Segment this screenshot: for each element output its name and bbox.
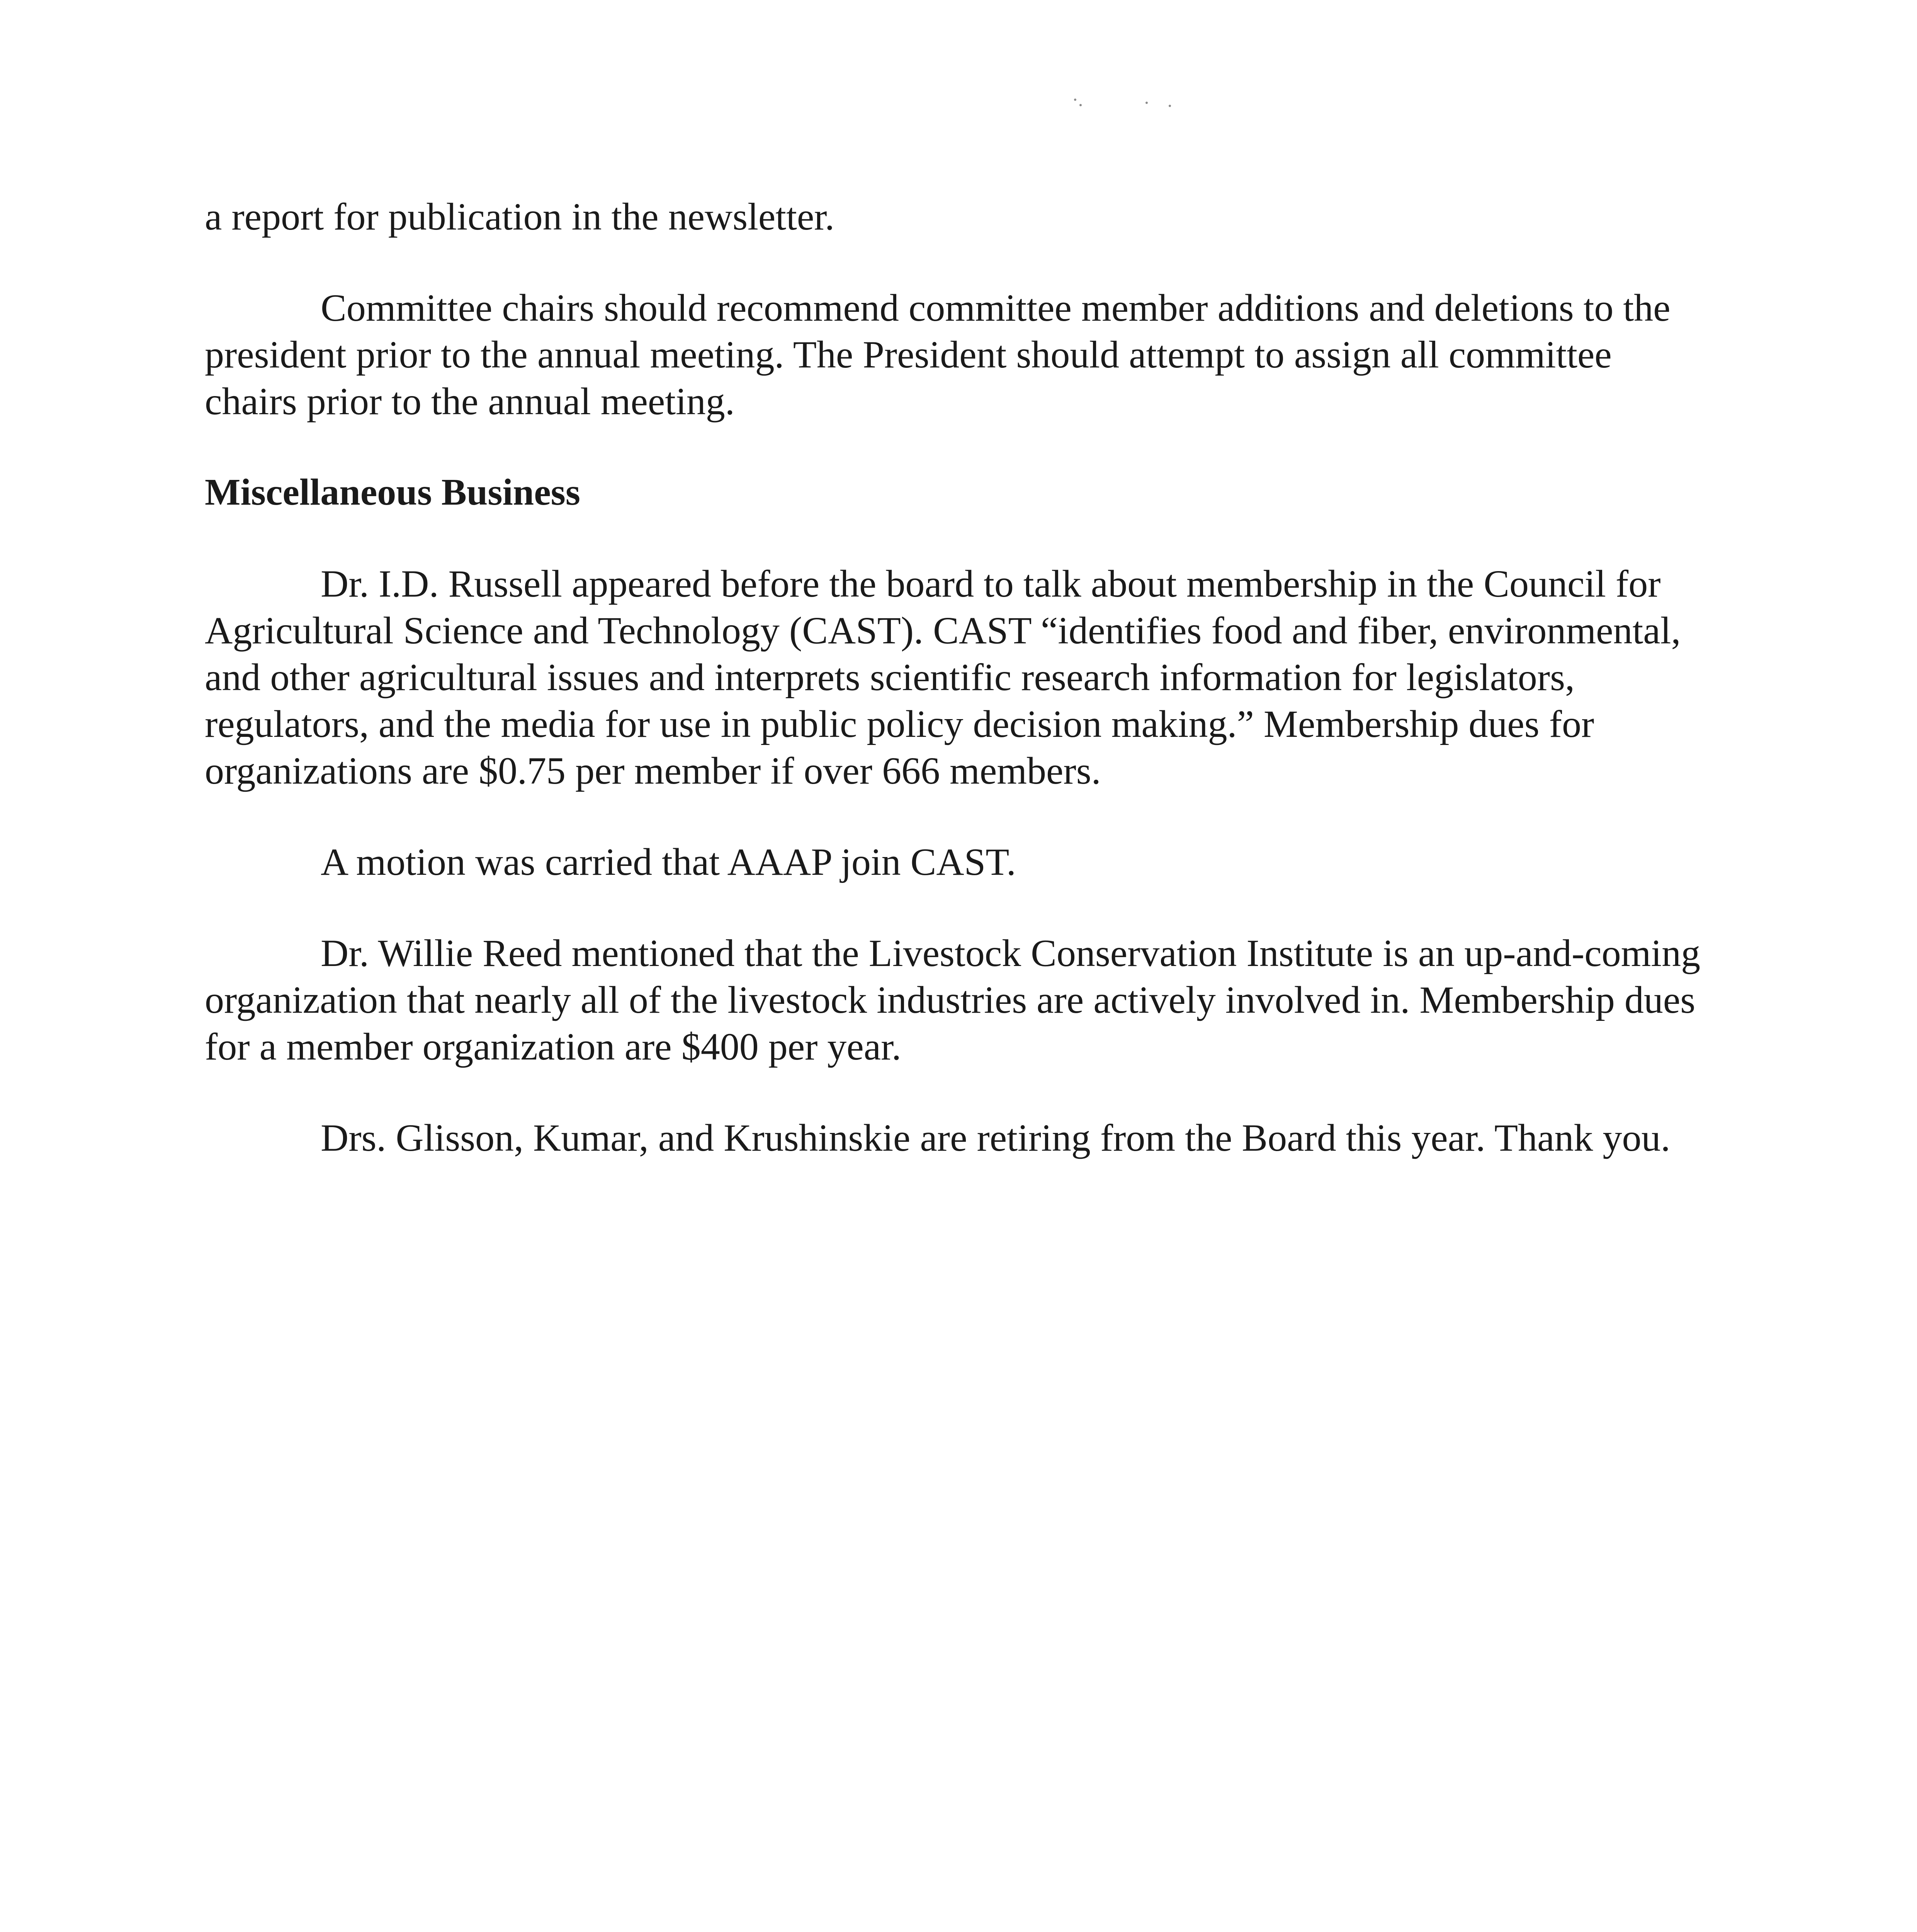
text-line: Drs. Glisson, Kumar, and Krushinskie are retiring from the Board this year. Thank you. (321, 1116, 1671, 1159)
text-line: Committee chairs should recommend committee member additions and deletions to the (321, 286, 1671, 329)
paragraph-livestock-institute (205, 930, 1711, 1070)
text-line: chairs prior to the annual meeting. (205, 380, 735, 423)
document-body (205, 193, 1711, 1206)
section-heading: Miscellaneous Business (205, 471, 580, 513)
scan-speck (1079, 104, 1082, 106)
paragraph-motion (205, 838, 1711, 885)
paragraph-cast-membership (205, 560, 1711, 794)
paragraph-committee-chairs (205, 284, 1711, 425)
text-line: A motion was carried that AAAP join CAST. (321, 840, 1016, 883)
scan-speck (1169, 105, 1171, 107)
scan-speck (1074, 99, 1076, 101)
text-line: for a member organization are $400 per year. (205, 1025, 901, 1068)
text-line: Agricultural Science and Technology (CAST). CAST “identifies food and fiber, environmental, (205, 609, 1681, 652)
text-line: organization that nearly all of the livestock industries are actively involved in. Membership dues (205, 978, 1696, 1021)
text-line: Dr. I.D. Russell appeared before the board to talk about membership in the Council for (321, 562, 1661, 605)
text-line: a report for publication in the newsletter. (205, 195, 835, 238)
text-line: regulators, and the media for use in public policy decision making.” Membership dues for (205, 702, 1594, 745)
text-line: organizations are $0.75 per member if over 666 members. (205, 749, 1101, 792)
text-line: president prior to the annual meeting. The President should attempt to assign all committee (205, 333, 1612, 376)
paragraph-retiring (205, 1114, 1711, 1161)
scan-specks (1074, 91, 1190, 114)
text-line: Dr. Willie Reed mentioned that the Livestock Conservation Institute is an up-and-coming (321, 932, 1701, 975)
scan-speck (1145, 102, 1148, 104)
text-line: and other agricultural issues and interprets scientific research information for legislators, (205, 656, 1575, 699)
paragraph-newsletter-report (205, 193, 1711, 240)
